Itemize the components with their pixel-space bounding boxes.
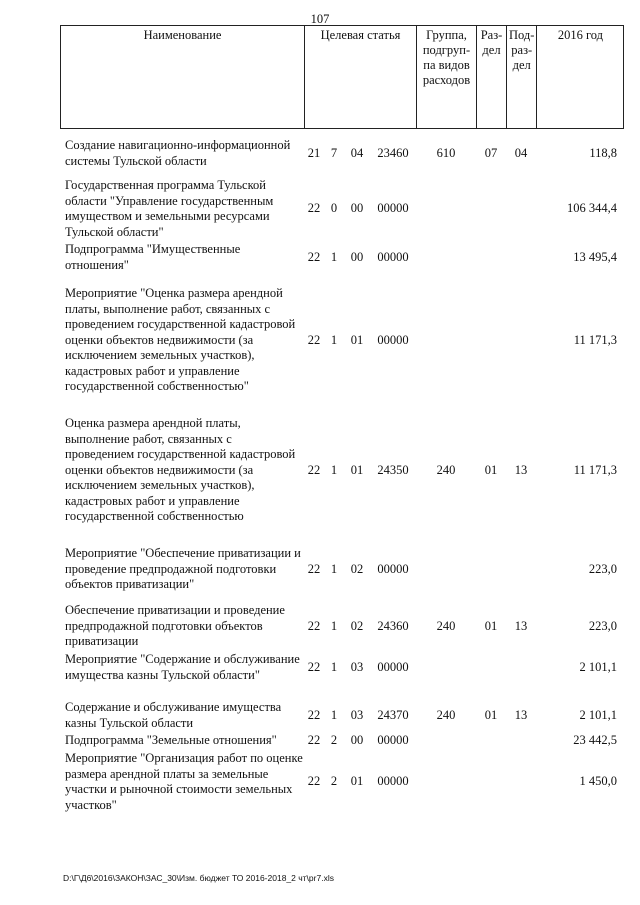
table-row bbox=[60, 751, 623, 813]
row-sum: 223,0 bbox=[588, 561, 617, 576]
row-subsection: 04 bbox=[514, 145, 528, 160]
row-code-b: 1 bbox=[330, 462, 338, 477]
row-code-b: 1 bbox=[330, 618, 338, 633]
row-sum: 2 101,1 bbox=[579, 707, 617, 722]
row-code-c: 02 bbox=[350, 618, 364, 633]
row-group: 240 bbox=[436, 462, 456, 477]
row-code-d: 24370 bbox=[377, 707, 409, 722]
row-code-d: 00000 bbox=[377, 733, 409, 747]
table-header bbox=[60, 25, 624, 129]
row-code-a: 22 bbox=[307, 733, 321, 747]
table-row bbox=[60, 242, 623, 273]
row-code-d: 00000 bbox=[377, 332, 409, 347]
row-name: Содержание и обслуживание имущества казны Тульской области bbox=[65, 700, 282, 730]
table-row bbox=[60, 286, 623, 395]
row-sum: 106 344,4 bbox=[567, 201, 617, 216]
row-sum: 2 101,1 bbox=[579, 659, 617, 674]
row-name: Мероприятие "Оценка размера арендной платы, выполнение работ, связанных с проведением государственной кадастровой оценки объектов недвижимости (за исключением земельных участков), кадастровых работ и управление государственной собственностью" bbox=[65, 286, 296, 393]
row-subsection: 13 bbox=[514, 618, 528, 633]
table-row bbox=[60, 416, 623, 525]
header-section: Раз- дел bbox=[477, 26, 507, 129]
row-code-a: 22 bbox=[307, 462, 321, 477]
row-code-c: 03 bbox=[350, 659, 364, 674]
row-code-d: 00000 bbox=[377, 561, 409, 576]
table-row bbox=[60, 733, 623, 749]
header-subsection: Под- раз- дел bbox=[507, 26, 537, 129]
row-code-a: 22 bbox=[307, 249, 321, 264]
row-code-b: 1 bbox=[330, 332, 338, 347]
table-row bbox=[60, 546, 623, 593]
row-code-a: 22 bbox=[307, 774, 321, 789]
table-row bbox=[60, 700, 623, 731]
row-code-d: 23460 bbox=[377, 145, 409, 160]
page-number: 107 bbox=[310, 12, 330, 26]
row-group: 240 bbox=[436, 618, 456, 633]
row-name: Оценка размера арендной платы, выполнение работ, связанных с проведением государственной кадастровой оценки объектов недвижимости (за исключением земельных участков), кадастровых работ и управление государственной собственностью bbox=[65, 416, 296, 523]
row-sum: 1 450,0 bbox=[579, 774, 617, 789]
row-sum: 23 442,5 bbox=[573, 733, 617, 747]
table-row bbox=[60, 138, 623, 169]
row-section: 01 bbox=[484, 462, 498, 477]
row-code-a: 21 bbox=[307, 145, 321, 160]
file-path-footer: D:\Г\Д6\2016\ЗАКОН\ЗАС_30\Изм. бюджет ТО 2016-2018_2 чт\pr7.xls bbox=[63, 873, 334, 883]
row-group: 610 bbox=[436, 145, 456, 160]
row-code-c: 00 bbox=[350, 201, 364, 216]
row-section: 01 bbox=[484, 618, 498, 633]
row-code-a: 22 bbox=[307, 561, 321, 576]
row-code-b: 1 bbox=[330, 249, 338, 264]
row-name: Мероприятие "Содержание и обслуживание имущества казны Тульской области" bbox=[65, 652, 300, 682]
row-code-c: 02 bbox=[350, 561, 364, 576]
row-code-b: 2 bbox=[330, 774, 338, 789]
header-target: Целевая статья bbox=[305, 26, 417, 129]
row-code-a: 22 bbox=[307, 201, 321, 216]
row-code-a: 22 bbox=[307, 659, 321, 674]
row-code-d: 24360 bbox=[377, 618, 409, 633]
row-code-c: 00 bbox=[350, 733, 364, 747]
row-name: Подпрограмма "Земельные отношения" bbox=[65, 733, 277, 747]
row-code-b: 2 bbox=[330, 733, 338, 747]
row-code-d: 24350 bbox=[377, 462, 409, 477]
header-year: 2016 год bbox=[537, 26, 624, 129]
row-name: Подпрограмма "Имущественные отношения" bbox=[65, 242, 241, 272]
row-sum: 11 171,3 bbox=[573, 462, 617, 477]
row-code-c: 03 bbox=[350, 707, 364, 722]
row-code-d: 00000 bbox=[377, 774, 409, 789]
row-name: Государственная программа Тульской области "Управление государственным имуществом и земельными ресурсами Тульской области" bbox=[65, 178, 274, 239]
row-section: 01 bbox=[484, 707, 498, 722]
row-code-b: 1 bbox=[330, 707, 338, 722]
row-code-d: 00000 bbox=[377, 249, 409, 264]
row-sum: 11 171,3 bbox=[573, 332, 617, 347]
row-sum: 13 495,4 bbox=[573, 249, 617, 264]
row-code-c: 00 bbox=[350, 249, 364, 264]
table-row bbox=[60, 652, 623, 683]
row-code-c: 01 bbox=[350, 332, 364, 347]
row-subsection: 13 bbox=[514, 707, 528, 722]
table-row bbox=[60, 178, 623, 240]
row-name: Мероприятие "Организация работ по оценке размера арендной платы за земельные участки и рыночной стоимости земельных участков" bbox=[65, 751, 303, 812]
row-code-a: 22 bbox=[307, 707, 321, 722]
row-code-a: 22 bbox=[307, 332, 321, 347]
row-code-c: 01 bbox=[350, 774, 364, 789]
row-code-c: 01 bbox=[350, 462, 364, 477]
row-name: Создание навигационно-информационной системы Тульской области bbox=[65, 138, 291, 168]
row-name: Мероприятие "Обеспечение приватизации и проведение предпродажной подготовки объектов приватизации" bbox=[65, 546, 301, 591]
row-code-a: 22 bbox=[307, 618, 321, 633]
row-section: 07 bbox=[484, 145, 498, 160]
row-code-d: 00000 bbox=[377, 201, 409, 216]
row-code-b: 1 bbox=[330, 561, 338, 576]
row-sum: 223,0 bbox=[588, 618, 617, 633]
row-subsection: 13 bbox=[514, 462, 528, 477]
row-code-b: 7 bbox=[330, 145, 338, 160]
row-code-c: 04 bbox=[350, 145, 364, 160]
row-code-b: 0 bbox=[330, 201, 338, 216]
table-row bbox=[60, 603, 623, 650]
row-sum: 118,8 bbox=[589, 145, 617, 160]
header-name: Наименование bbox=[61, 26, 305, 129]
row-group: 240 bbox=[436, 707, 456, 722]
row-name: Обеспечение приватизации и проведение предпродажной подготовки объектов приватизации bbox=[65, 603, 285, 648]
header-group: Группа, подгруп- па видов расходов bbox=[417, 26, 477, 129]
row-code-b: 1 bbox=[330, 659, 338, 674]
row-code-d: 00000 bbox=[377, 659, 409, 674]
